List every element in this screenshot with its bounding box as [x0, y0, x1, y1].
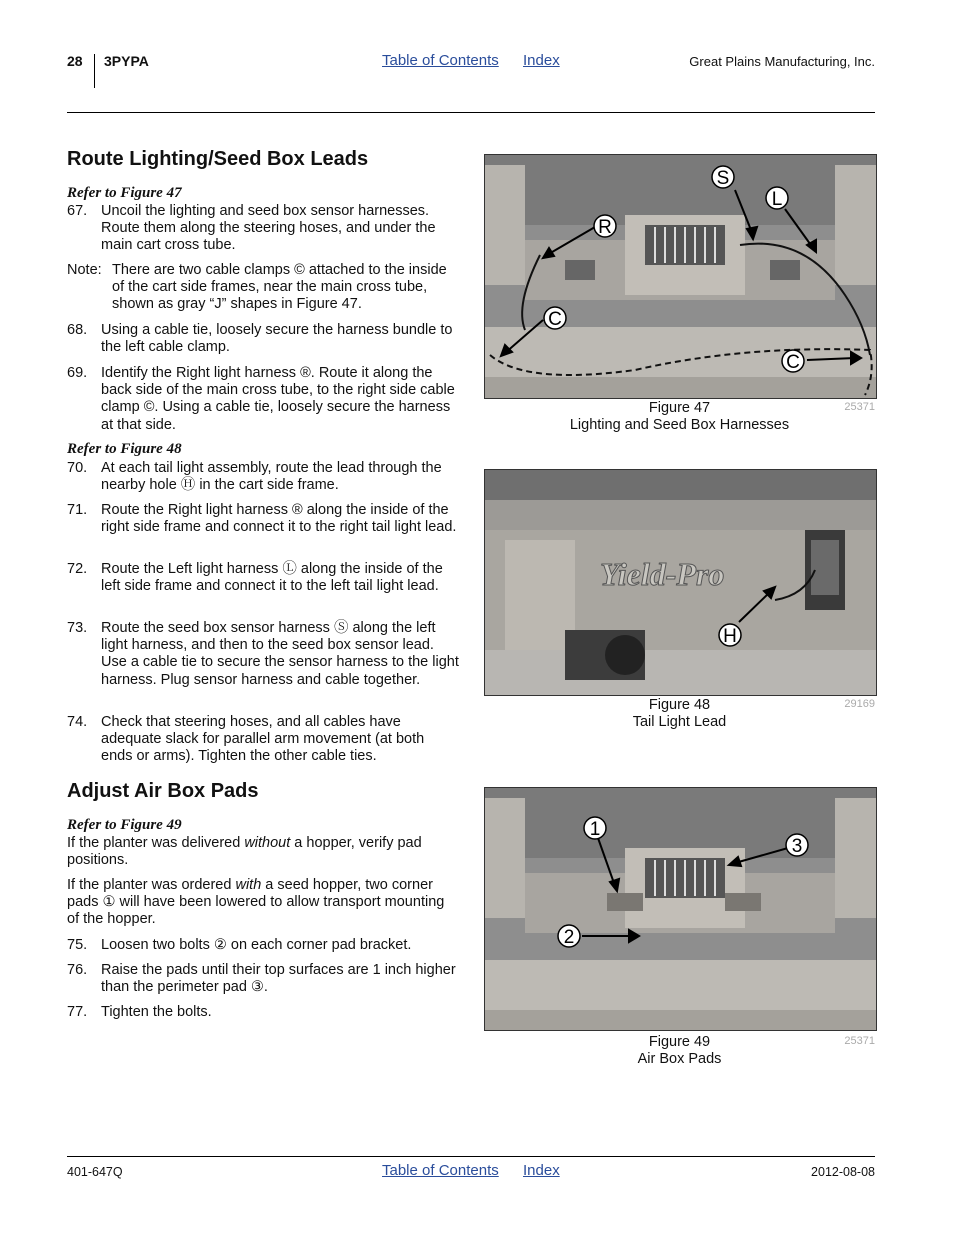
step-76 [67, 962, 459, 996]
figure-title: Lighting and Seed Box Harnesses [569, 417, 790, 433]
step-text: Identify the Right light harness ®. Route it along the back side of the main cross tube, to the right side cable clamp ©. Using a cable tie, loosely secure the harness at that side. [101, 365, 455, 433]
step-72 [67, 561, 459, 595]
note-text: There are two cable clamps © attached to the inside of the cart side frames, near the main cross tube, shown as gray “J” shapes in Figure 47. [112, 262, 447, 313]
note-label: Note: [67, 262, 102, 278]
paragraph-without-hopper [67, 835, 459, 869]
figure-47-photo [484, 154, 877, 399]
step-75 [67, 937, 459, 954]
step-77 [67, 1004, 459, 1021]
air-box-pads-photo-illustration [485, 788, 876, 1030]
figure-label: Figure 49 [648, 1034, 711, 1050]
step-number: 77. [67, 1004, 88, 1020]
callout-3: 3 [791, 836, 803, 857]
header-index-link[interactable]: Index [523, 52, 560, 69]
section-title-route-leads: Route Lighting/Seed Box Leads [67, 148, 369, 170]
figure-label: Figure 47 [648, 400, 711, 416]
tail-light-photo-illustration [485, 470, 876, 695]
paragraph-with-hopper [67, 877, 459, 929]
figure-48-caption [484, 697, 875, 731]
para-text: If the planter was delivered [67, 835, 245, 851]
figure-title: Tail Light Lead [632, 714, 727, 730]
model-name: 3PYPA [104, 53, 149, 69]
step-text: Route the Right light harness ® along the inside of the right side frame and connect it to the right tail light lead. [101, 502, 457, 536]
header-divider [94, 54, 95, 88]
footer-index-link[interactable]: Index [523, 1162, 560, 1179]
note-cable-clamps [67, 262, 459, 314]
step-69 [67, 365, 459, 434]
figure-49-caption [484, 1034, 875, 1068]
ref-figure-48: Refer to Figure 48 [67, 441, 182, 457]
step-number: 67. [67, 203, 88, 219]
para-text: a hopper, verify pad positions. [67, 835, 422, 869]
figure-48-number: 29169 [844, 698, 875, 710]
figure-47-caption [484, 400, 875, 434]
company-name: Great Plains Manufacturing, Inc. [689, 54, 875, 69]
step-number: 74. [67, 714, 88, 730]
step-text: Uncoil the lighting and seed box sensor harnesses. Route them along the steering hoses, and under the main cart cross tube. [101, 203, 436, 254]
step-73 [67, 620, 459, 689]
callout-c-right: C [786, 352, 800, 373]
figure-title: Air Box Pads [637, 1051, 722, 1067]
para-text: a seed hopper, two corner pads ① will have been lowered to allow transport mounting of the hopper. [67, 877, 445, 928]
figure-47-number: 25371 [844, 401, 875, 413]
step-number: 72. [67, 561, 88, 577]
callout-c-left: C [548, 309, 562, 330]
header-toc-link[interactable]: Table of Contents [382, 52, 499, 69]
callout-r: R [598, 217, 612, 238]
figure-48-photo [484, 469, 877, 696]
figure-49-photo [484, 787, 877, 1031]
callout-2: 2 [563, 927, 575, 948]
document-date: 2012-08-08 [811, 1165, 875, 1179]
harness-photo-illustration [485, 155, 876, 398]
callout-s: S [716, 168, 730, 189]
para-emphasis: with [235, 877, 262, 893]
callout-l: L [771, 189, 783, 210]
section-title-air-box-pads: Adjust Air Box Pads [67, 780, 259, 802]
ref-figure-47: Refer to Figure 47 [67, 185, 182, 201]
document-number: 401-647Q [67, 1165, 123, 1179]
step-text: Loosen two bolts ② on each corner pad bracket. [101, 937, 412, 953]
figure-label: Figure 48 [648, 697, 711, 713]
callout-1: 1 [589, 819, 601, 840]
footer-toc-link[interactable]: Table of Contents [382, 1162, 499, 1179]
step-number: 71. [67, 502, 88, 518]
step-text: Tighten the bolts. [101, 1004, 212, 1020]
callout-h: H [723, 626, 737, 647]
step-number: 73. [67, 620, 88, 636]
step-text: Using a cable tie, loosely secure the harness bundle to the left cable clamp. [101, 322, 453, 356]
para-text: If the planter was ordered [67, 877, 236, 893]
step-number: 70. [67, 460, 88, 476]
para-emphasis: without [244, 835, 291, 851]
step-text: Check that steering hoses, and all cables have adequate slack for parallel arm movement (at both ends or arms). Tighten the other cable ties. [101, 714, 425, 765]
step-number: 68. [67, 322, 88, 338]
step-number: 76. [67, 962, 88, 978]
step-71 [67, 502, 459, 536]
ref-figure-49: Refer to Figure 49 [67, 817, 182, 833]
step-text: Route the seed box sensor harness Ⓢ along the left light harness, and then to the seed box sensor lead. Use a cable tie to secure the sensor harness to the light harness. Plug sensor harness and cable together. [101, 620, 459, 688]
step-70 [67, 460, 459, 494]
step-67 [67, 203, 459, 255]
step-text: At each tail light assembly, route the lead through the nearby hole Ⓗ in the cart side frame. [101, 460, 442, 494]
footer-rule [67, 1156, 875, 1157]
step-68 [67, 322, 459, 356]
step-74 [67, 714, 459, 766]
figure-49-number: 25371 [844, 1035, 875, 1047]
step-number: 69. [67, 365, 88, 381]
step-text: Route the Left light harness Ⓛ along the inside of the left side frame and connect it to the left tail light lead. [101, 561, 443, 595]
page-number: 28 [67, 53, 83, 69]
yield-pro-logo-text: Yield-Pro [600, 556, 725, 592]
step-text: Raise the pads until their top surfaces are 1 inch higher than the perimeter pad ③. [101, 962, 456, 996]
header-rule [67, 112, 875, 113]
step-number: 75. [67, 937, 88, 953]
